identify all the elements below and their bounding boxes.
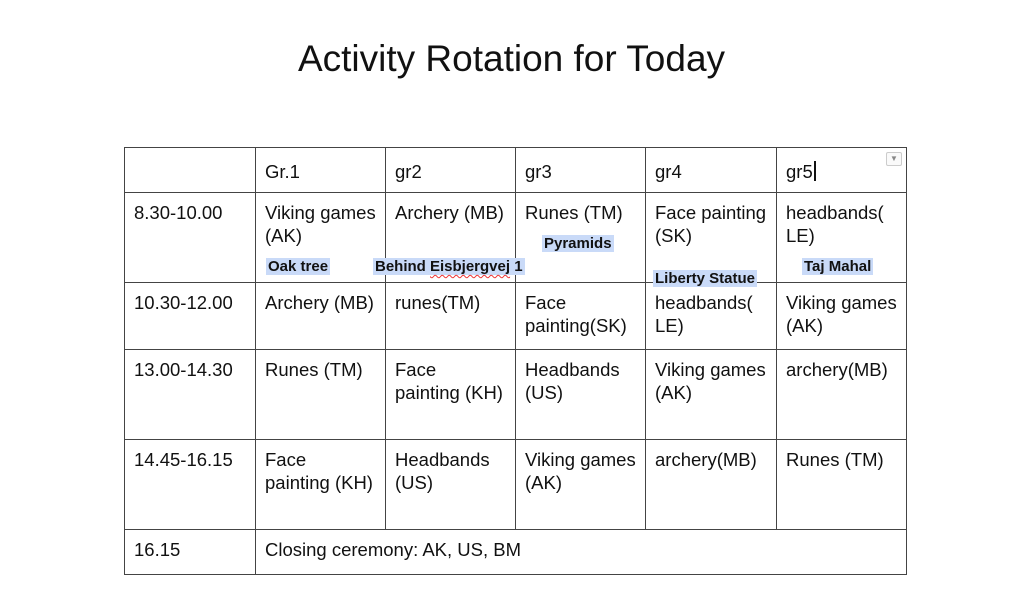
- activity-cell[interactable]: archery(MB): [646, 440, 777, 530]
- header-group-5-label: gr5: [786, 161, 813, 182]
- activity-cell[interactable]: Face painting (KH): [256, 440, 386, 530]
- location-tag-taj-mahal[interactable]: Taj Mahal: [804, 258, 872, 275]
- spellcheck-word: Eisbjergvej: [430, 258, 511, 275]
- activity-cell[interactable]: Archery (MB): [256, 283, 386, 350]
- activity-cell[interactable]: headbands( LE): [646, 283, 777, 350]
- location-suffix: 1: [510, 258, 523, 275]
- activity-cell[interactable]: Viking games (AK): [646, 350, 777, 440]
- table-row: [125, 440, 907, 530]
- time-cell[interactable]: 10.30-12.00: [125, 283, 256, 350]
- closing-ceremony-cell[interactable]: Closing ceremony: AK, US, BM: [256, 530, 907, 575]
- header-row: [125, 148, 907, 193]
- activity-cell[interactable]: Face painting (KH): [386, 350, 516, 440]
- activity-label: Archery (MB): [395, 202, 504, 223]
- header-group-1[interactable]: Gr.1: [256, 148, 386, 193]
- activity-cell[interactable]: Face painting(SK): [516, 283, 646, 350]
- header-group-3[interactable]: gr3: [516, 148, 646, 193]
- activity-label: Runes (TM): [525, 202, 623, 223]
- activity-cell[interactable]: Headbands (US): [516, 350, 646, 440]
- activity-cell[interactable]: Headbands (US): [386, 440, 516, 530]
- time-cell[interactable]: 13.00-14.30: [125, 350, 256, 440]
- activity-cell[interactable]: Runes (TM): [256, 350, 386, 440]
- activity-label: Viking games (AK): [265, 202, 376, 246]
- closing-time-cell[interactable]: 16.15: [125, 530, 256, 575]
- closing-row: [125, 530, 907, 575]
- header-group-2[interactable]: gr2: [386, 148, 516, 193]
- time-cell[interactable]: 14.45-16.15: [125, 440, 256, 530]
- location-tag-liberty-statue[interactable]: Liberty Statue: [655, 270, 756, 287]
- chevron-down-icon[interactable]: ▼: [886, 152, 902, 166]
- activity-cell[interactable]: Viking games (AK): [777, 283, 907, 350]
- header-corner-cell[interactable]: [125, 148, 256, 193]
- location-prefix: Behind: [375, 258, 430, 275]
- location-tag-behind-eisbjergvej[interactable]: [373, 258, 525, 275]
- activity-cell[interactable]: Viking games (AK): [516, 440, 646, 530]
- activity-cell[interactable]: archery(MB): [777, 350, 907, 440]
- schedule-table: [124, 147, 907, 575]
- header-group-5[interactable]: [777, 148, 907, 193]
- activity-cell[interactable]: [646, 193, 777, 283]
- activity-label: Face painting (SK): [655, 202, 767, 246]
- location-tag-oak-tree[interactable]: Oak tree: [268, 258, 329, 275]
- header-group-4[interactable]: gr4: [646, 148, 777, 193]
- table-row: [125, 350, 907, 440]
- page-title: Activity Rotation for Today: [297, 38, 726, 79]
- text-cursor: [814, 161, 816, 181]
- table-row: [125, 283, 907, 350]
- activity-label: headbands( LE): [786, 202, 884, 246]
- activity-cell[interactable]: Runes (TM): [777, 440, 907, 530]
- activity-cell[interactable]: runes(TM): [386, 283, 516, 350]
- location-tag-pyramids[interactable]: Pyramids: [544, 235, 612, 252]
- time-cell[interactable]: 8.30-10.00: [125, 193, 256, 283]
